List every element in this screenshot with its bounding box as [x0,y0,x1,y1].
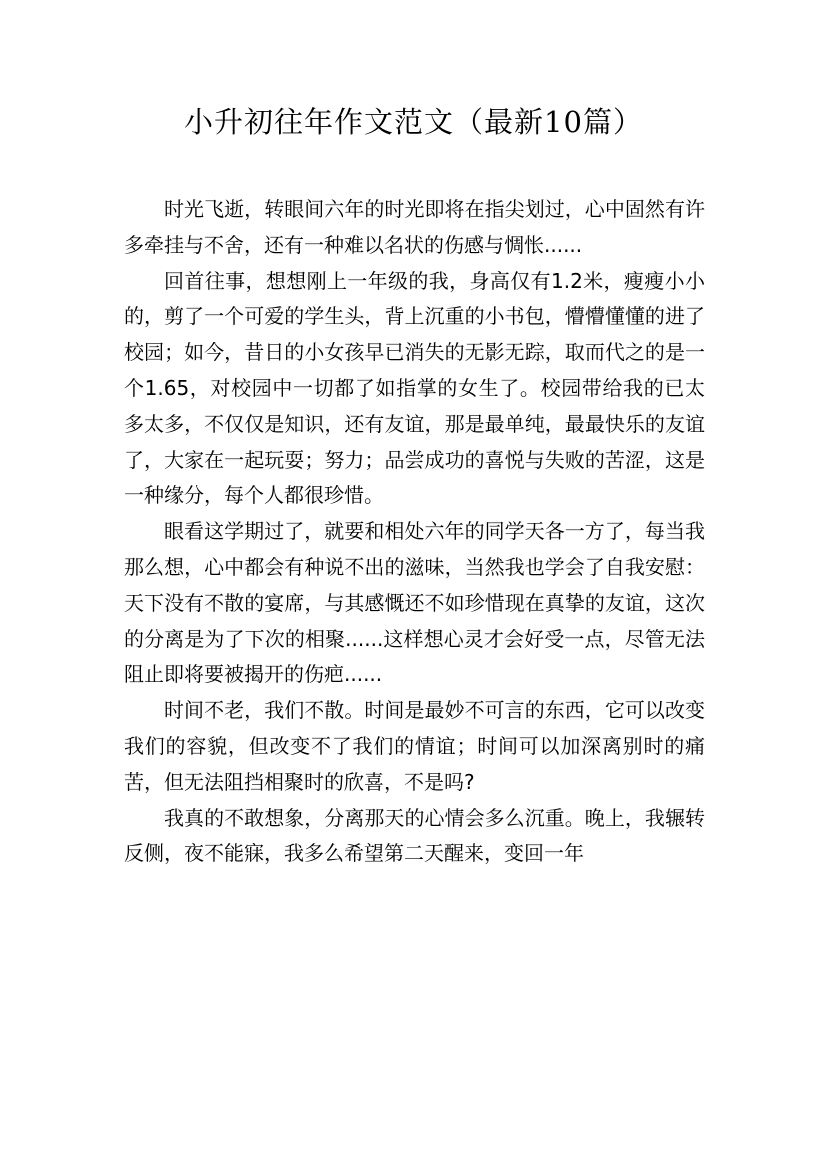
paragraph-2: 回首往事，想想刚上一年级的我，身高仅有1.2米，瘦瘦小小的，剪了一个可爱的学生头，背上沉重的小书包，懵懵懂懂的进了校园；如今，昔日的小女孩早已消失的无影无踪，取而代之的是一个1.65，对校园中一切都了如指掌的女生了。校园带给我的已太多太多，不仅仅是知识，还有友谊，那是最单纯，最最快乐的友谊了，大家在一起玩耍；努力；品尝成功的喜悦与失败的苦涩，这是一种缘分，每个人都很珍惜。 [124,268,705,508]
document-title: 小升初往年作文范文（最新10篇） [184,105,643,139]
paragraph-4: 时间不老，我们不散。时间是最妙不可言的东西，它可以改变我们的容貌，但改变不了我们的情谊；时间可以加深离别时的痛苦，但无法阻挡相聚时的欣喜，不是吗? [124,698,705,794]
paragraph-3: 眼看这学期过了，就要和相处六年的同学天各一方了，每当我那么想，心中都会有种说不出的滋味，当然我也学会了自我安慰：天下没有不散的宴席，与其感慨还不如珍惜现在真挚的友谊，这次的分离是为了下次的相聚......这样想心灵才会好受一点，尽管无法阻止即将要被揭开的伤疤...... [124,519,705,687]
paragraph-5: 我真的不敢想象，分离那天的心情会多么沉重。晚上，我辗转反侧，夜不能寐，我多么希望第二天醒来，变回一年 [124,805,705,866]
document-body [124,192,705,872]
paragraph-1: 时光飞逝，转眼间六年的时光即将在指尖划过，心中固然有许多牵挂与不舍，还有一种难以名状的伤感与惆怅...... [124,197,705,257]
